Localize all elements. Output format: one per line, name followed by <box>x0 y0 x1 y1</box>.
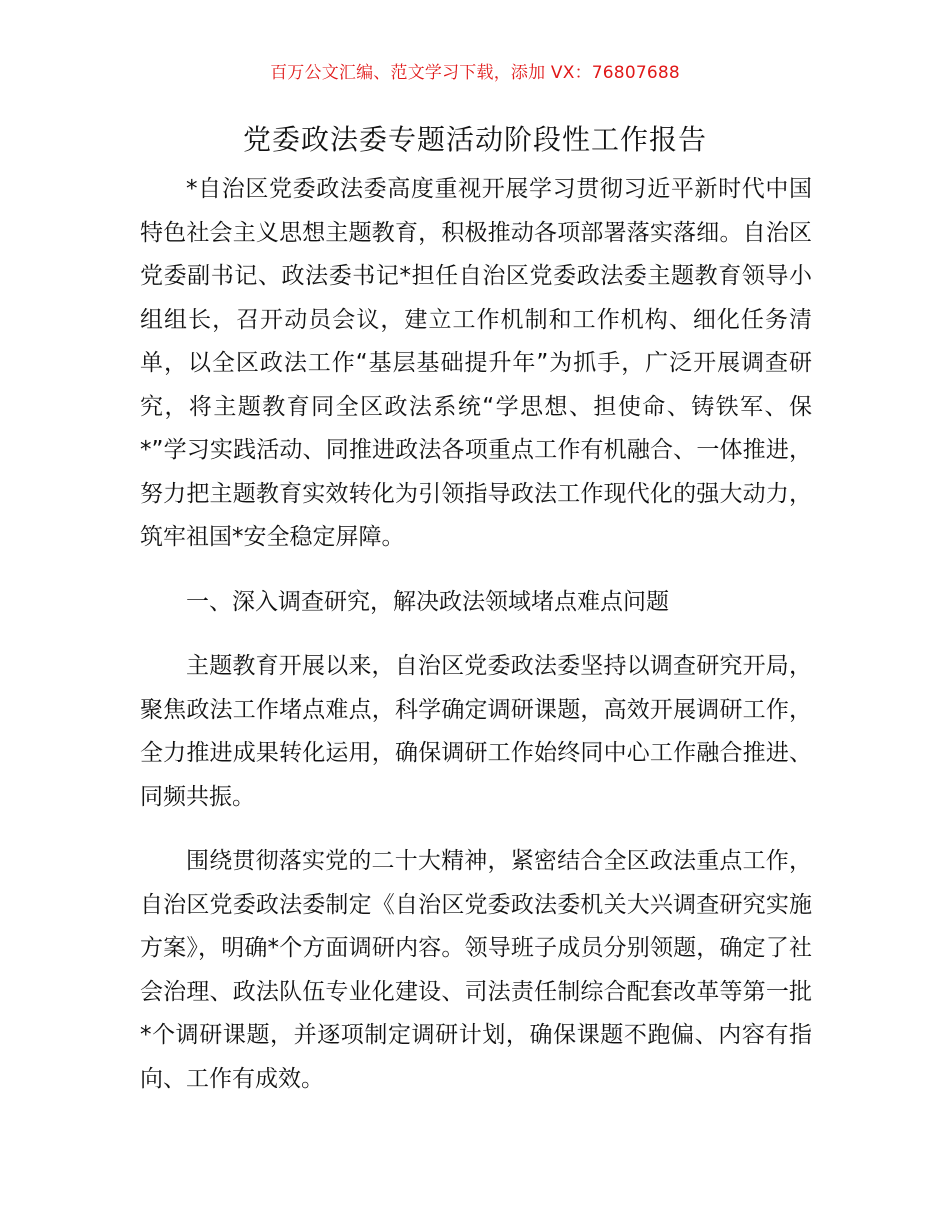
paragraph-section-1-overview: 主题教育开展以来，自治区党委政法委坚持以调查研究开局，聚焦政法工作堵点难点，科学确定调研课题，高效开展调研工作，全力推进成果转化运用，确保调研工作始终同中心工作融合推进、同频共振。 <box>140 653 812 810</box>
document-body <box>140 168 812 1101</box>
section-heading-1: 一、深入调查研究，解决政法领域堵点难点问题 <box>186 588 669 615</box>
document-title: 党委政法委专题活动阶段性工作报告 <box>242 123 707 156</box>
header-banner: 百万公文汇编、范文学习下载，添加 VX：76807688 <box>270 63 680 83</box>
paragraph-section-1-detail: 围绕贯彻落实党的二十大精神，紧密结合全区政法重点工作，自治区党委政法委制定《自治区党委政法委机关大兴调查研究实施方案》，明确*个方面调研内容。领导班子成员分别领题，确定了社会治理、政法队伍专业化建设、司法责任制综合配套改革等第一批*个调研课题，并逐项制定调研计划，确保课题不跑偏、内容有指向、工作有成效。 <box>140 848 812 1092</box>
paragraph-intro: *自治区党委政法委高度重视开展学习贯彻习近平新时代中国特色社会主义思想主题教育，积极推动各项部署落实落细。自治区党委副书记、政法委书记*担任自治区党委政法委主题教育领导小组组长，召开动员会议，建立工作机制和工作机构、细化任务清单，以全区政法工作“基层基础提升年”为抓手，广泛开展调查研究，将主题教育同全区政法系统“学思想、担使命、铸铁军、保*”学习实践活动、同推进政法各项重点工作有机融合、一体推进，努力把主题教育实效转化为引领指导政法工作现代化的强大动力，筑牢祖国*安全稳定屏障。 <box>140 176 812 550</box>
